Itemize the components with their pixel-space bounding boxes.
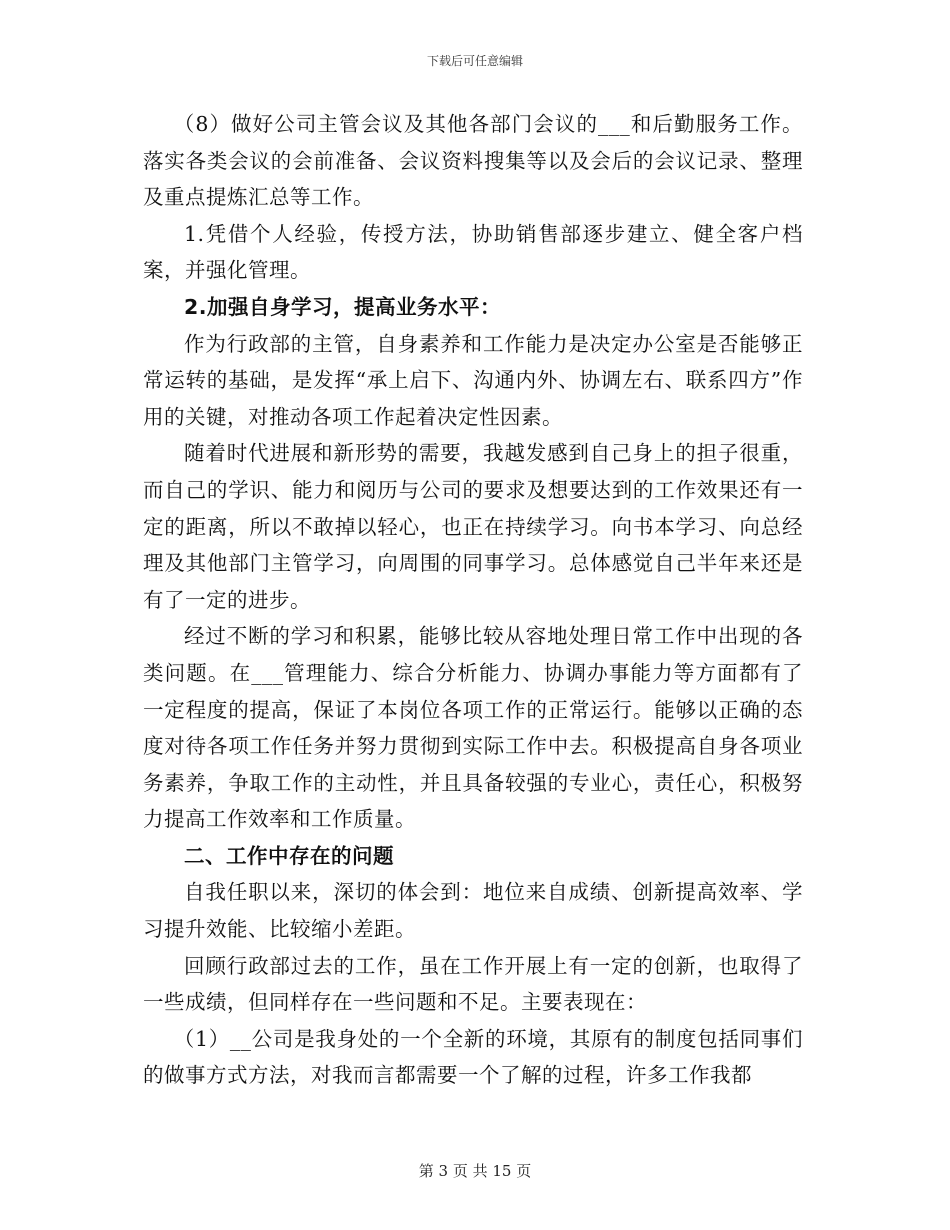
paragraph-experience: 自我任职以来，深切的体会到：地位来自成绩、创新提高效率、学习提升效能、比较缩小差距。 — [143, 880, 803, 942]
paragraph-supervisor-role: 作为行政部的主管，自身素养和工作能力是决定办公室是否能够正常运转的基础，是发挥“承上启下、沟通内外、协调左右、联系四方”作用的关键，对推动各项工作起着决定性因素。 — [143, 331, 803, 429]
paragraph-meeting-services: （8）做好公司主管会议及其他各部门会议的___和后勤服务工作。落实各类会议的会前准备、会议资料搜集等以及会后的会议记录、整理及重点提炼汇总等工作。 — [143, 112, 803, 210]
document-body — [143, 106, 803, 1094]
page-header: 下载后可任意编辑 — [426, 54, 523, 68]
paragraph-customer-archive: 1.凭借个人经验，传授方法，协助销售部逐步建立、健全客户档案，并强化管理。 — [143, 221, 803, 283]
paragraph-new-environment: （1）__公司是我身处的一个全新的环境，其原有的制度包括同事们的做事方式方法，对我而言都需要一个了解的过程，许多工作我都 — [143, 1026, 803, 1088]
section-heading-self-study: 2.加强自身学习，提高业务水平： — [184, 294, 502, 319]
paragraph-review: 回顾行政部过去的工作，虽在工作开展上有一定的创新，也取得了一些成绩，但同样存在一些问题和不足。主要表现在： — [143, 953, 803, 1015]
section-heading-problems: 二、工作中存在的问题 — [184, 843, 394, 868]
paragraph-improvement: 经过不断的学习和积累，能够比较从容地处理日常工作中出现的各类问题。在___管理能力、综合分析能力、协调办事能力等方面都有了一定程度的提高，保证了本岗位各项工作的正常运行。能够以正确的态度对待各项工作任务并努力贯彻到实际工作中去。积极提高自身各项业务素养，争取工作的主动性，并且具备较强的专业心，责任心，积极努力提高工作效率和工作质量。 — [143, 624, 803, 832]
page-number: 第 3 页 共 15 页 — [418, 1162, 532, 1180]
paragraph-continuous-learning: 随着时代进展和新形势的需要，我越发感到自己身上的担子很重，而自己的学识、能力和阅历与公司的要求及想要达到的工作效果还有一定的距离，所以不敢掉以轻心，也正在持续学习。向书本学习、向总经理及其他部门主管学习，向周围的同事学习。总体感觉自己半年来还是有了一定的进步。 — [143, 441, 803, 612]
